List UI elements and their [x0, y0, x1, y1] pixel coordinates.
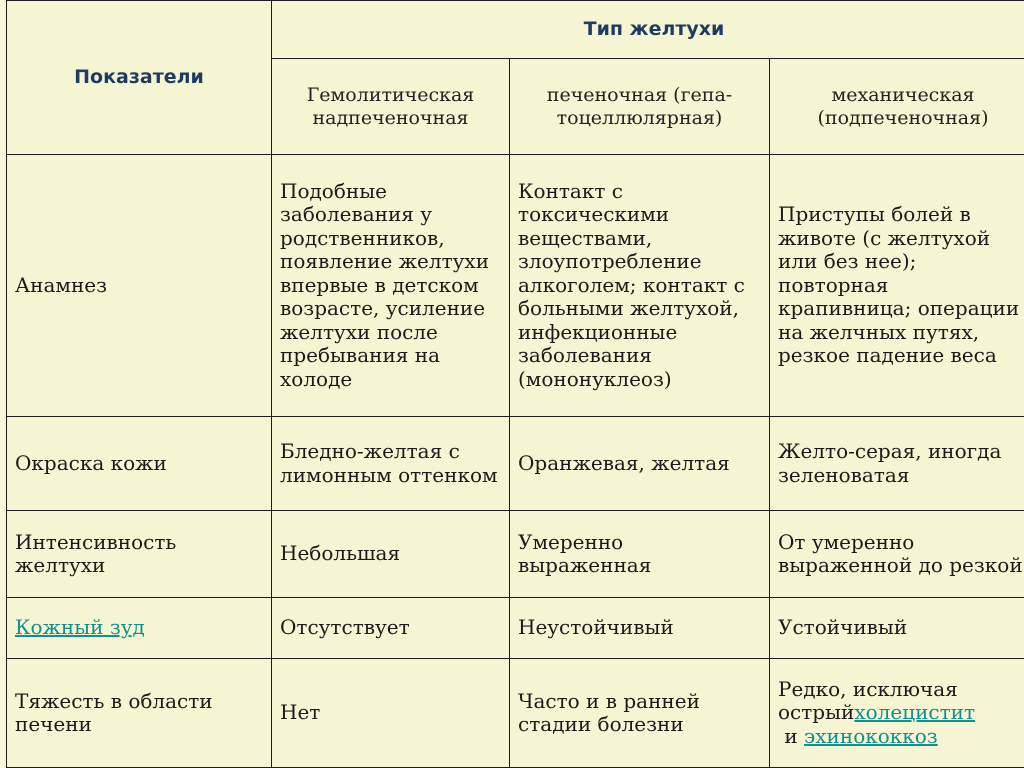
table-row: [7, 598, 1024, 659]
row-label-skin-color: Окраска кожи: [7, 417, 272, 511]
row-label-liver-heaviness: Тяжесть в области печени: [7, 659, 272, 768]
jaundice-type-header: Тип желтухи: [272, 1, 1024, 59]
cholecystitis-link[interactable]: холецистит: [854, 700, 975, 724]
cell-mechanical: От умеренно выраженной до резкой: [770, 511, 1024, 598]
row-label-anamnesis: Анамнез: [7, 155, 272, 417]
indicators-header: Показатели: [7, 1, 272, 155]
jaundice-comparison-table: [6, 0, 1024, 768]
cell-hepatic: Умеренно выраженная: [510, 511, 770, 598]
row-label-itching: [7, 598, 272, 659]
table-row: [7, 155, 1024, 417]
mechanical-text: Редко, исключая острый: [778, 677, 958, 725]
cell-hepatic: Часто и в ранней стадии болезни: [510, 659, 770, 768]
table-row: [7, 417, 1024, 511]
mechanical-header: механическая (подпеченочная): [770, 59, 1024, 155]
cell-mechanical: Желто-серая, иногда зеленоватая: [770, 417, 1024, 511]
cell-hemolytic: Подобные заболевания у родственников, появление желтухи впервые в детском возрасте, усиление желтухи после пребывания на холоде: [272, 155, 510, 417]
cell-hemolytic: Бледно-желтая с лимонным оттенком: [272, 417, 510, 511]
echinococcosis-link[interactable]: эхинококкоз: [804, 724, 938, 748]
cell-hemolytic: Небольшая: [272, 511, 510, 598]
cell-hemolytic: Отсутствует: [272, 598, 510, 659]
cell-mechanical: Приступы болей в животе (с желтухой или без нее); повторная крапивница; операции на желчных путях, резкое падение веса: [770, 155, 1024, 417]
conjunction-text: и: [778, 724, 804, 748]
table-row: [7, 659, 1024, 768]
hemolytic-header: Гемолитическая надпеченочная: [272, 59, 510, 155]
cell-hepatic: Оранжевая, желтая: [510, 417, 770, 511]
itching-link[interactable]: Кожный зуд: [15, 615, 145, 639]
cell-hepatic: Неустойчивый: [510, 598, 770, 659]
hepatic-header: печеночная (гепа-тоцеллюлярная): [510, 59, 770, 155]
row-label-intensity: Интенсивность желтухи: [7, 511, 272, 598]
cell-hepatic: Контакт с токсическими веществами, злоупотребление алкоголем; контакт с больными желтухой, инфекционные заболевания (мононуклеоз): [510, 155, 770, 417]
cell-hemolytic: Нет: [272, 659, 510, 768]
cell-mechanical: Устойчивый: [770, 598, 1024, 659]
cell-mechanical: [770, 659, 1024, 768]
table-row: [7, 511, 1024, 598]
